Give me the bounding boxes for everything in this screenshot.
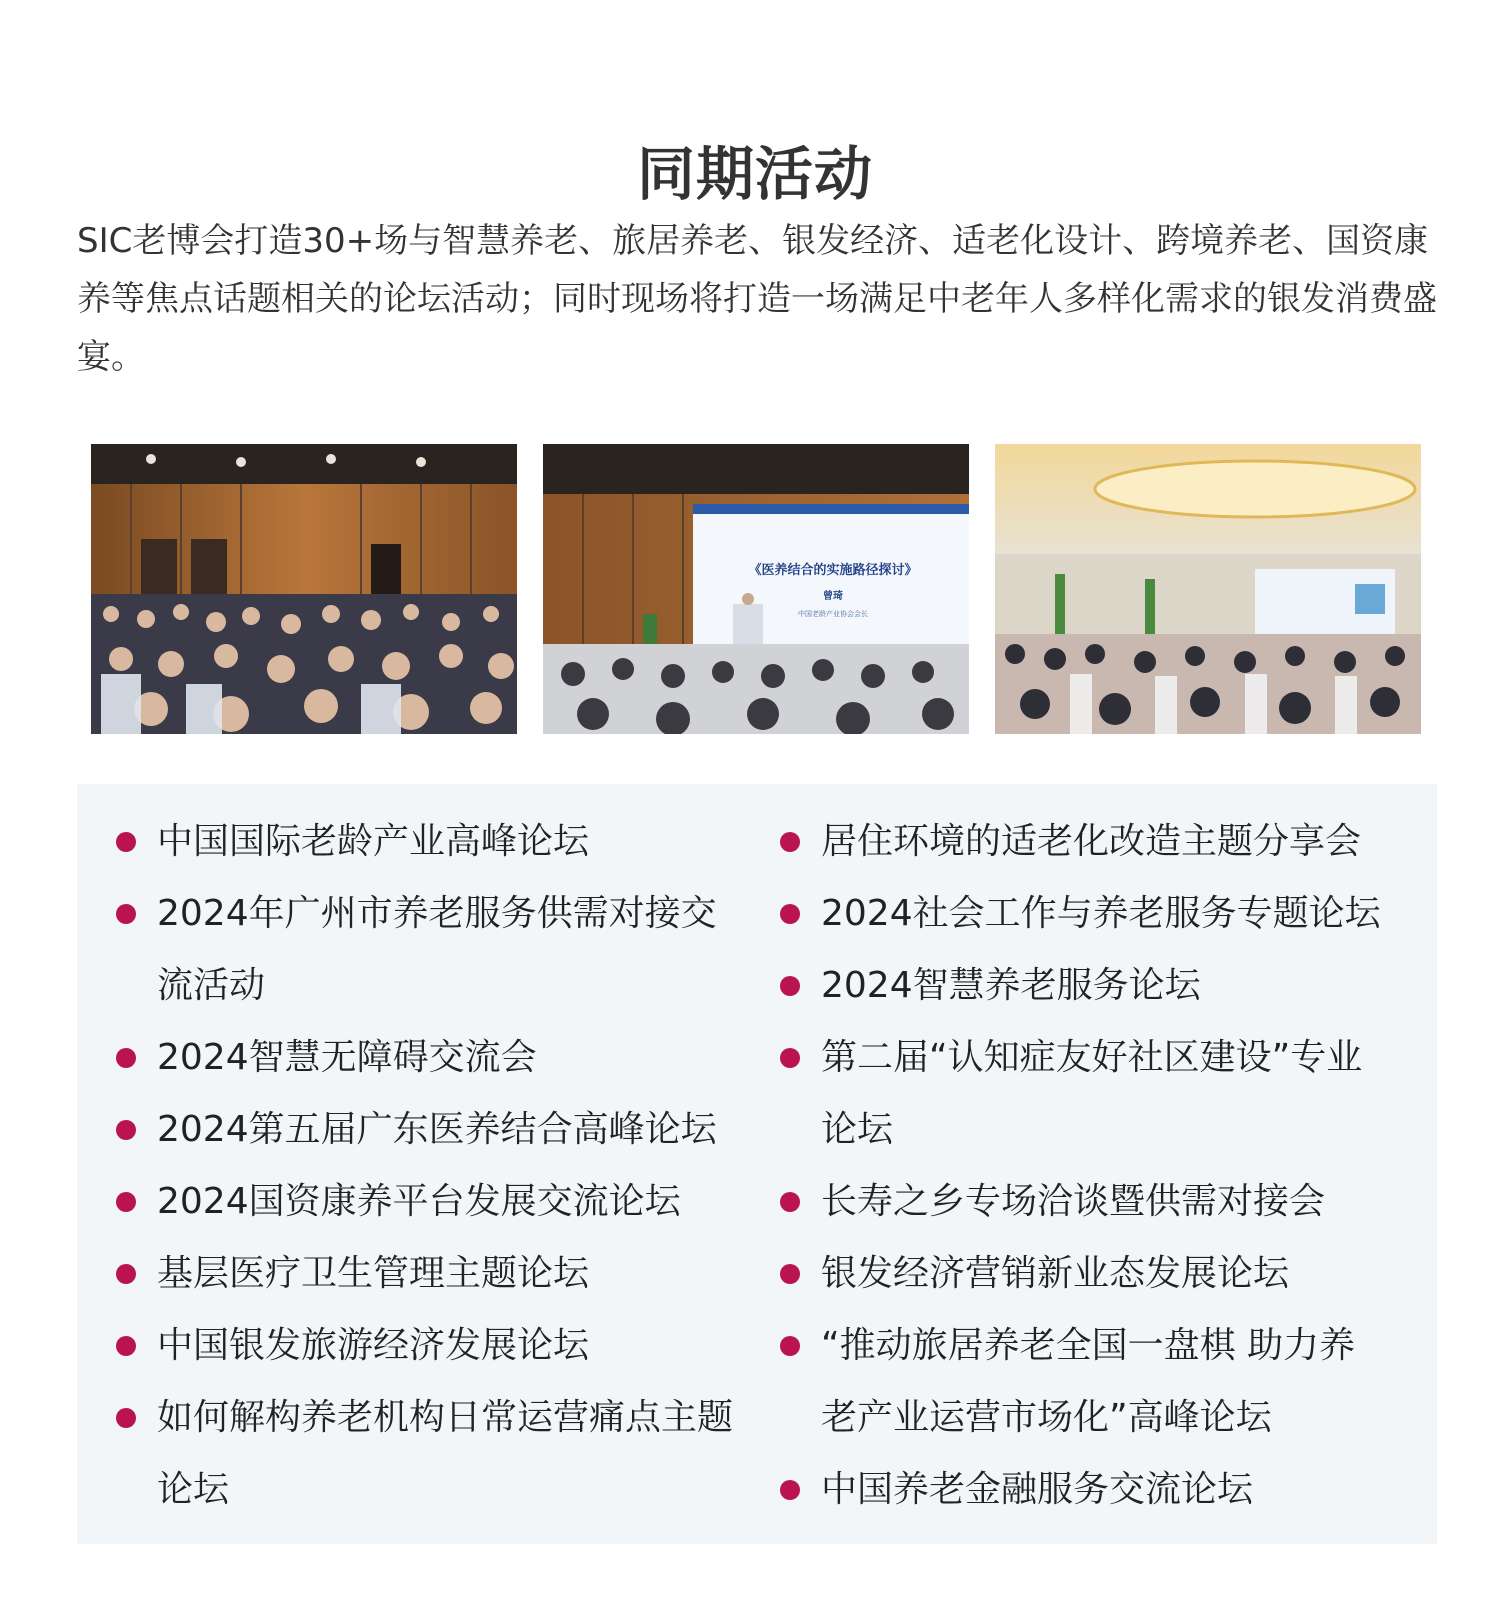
event-title: 长寿之乡专场洽谈暨供需对接会 xyxy=(821,1181,1326,1222)
event-title: 中国国际老龄产业高峰论坛 xyxy=(157,821,590,862)
list-item xyxy=(157,1166,737,1238)
bullet-icon xyxy=(780,904,800,924)
list-item xyxy=(821,1166,1391,1238)
event-title: 2024智慧无障碍交流会 xyxy=(157,1037,537,1078)
list-item xyxy=(157,878,737,1022)
list-item xyxy=(821,806,1391,878)
event-list-left xyxy=(157,806,737,1526)
event-title: 第二届“认知症友好社区建设”专业论坛 xyxy=(821,1037,1363,1150)
list-item xyxy=(821,1238,1391,1310)
list-item xyxy=(157,1094,737,1166)
list-item xyxy=(821,1454,1391,1526)
bullet-icon xyxy=(116,1048,136,1068)
bullet-icon xyxy=(780,1336,800,1356)
bullet-icon xyxy=(116,1264,136,1284)
list-item xyxy=(157,1022,737,1094)
event-title: 居住环境的适老化改造主题分享会 xyxy=(821,821,1362,862)
bullet-icon xyxy=(780,1264,800,1284)
event-list-right xyxy=(821,806,1391,1526)
photo-gallery xyxy=(91,444,1419,734)
bullet-icon xyxy=(780,1192,800,1212)
event-title: 中国养老金融服务交流论坛 xyxy=(821,1469,1254,1510)
conference-photo-forum-stage xyxy=(543,444,969,734)
bullet-icon xyxy=(116,904,136,924)
bullet-icon xyxy=(116,832,136,852)
event-title: 2024第五届广东医养结合高峰论坛 xyxy=(157,1109,717,1150)
list-item xyxy=(157,1382,737,1526)
list-item xyxy=(157,1310,737,1382)
event-title: 基层医疗卫生管理主题论坛 xyxy=(157,1253,590,1294)
list-item xyxy=(157,806,737,878)
bullet-icon xyxy=(116,1192,136,1212)
conference-photo-ballroom xyxy=(995,444,1421,734)
list-item xyxy=(157,1238,737,1310)
list-item xyxy=(821,1022,1391,1166)
slide-speaker: 曾琦 xyxy=(823,591,843,602)
event-title: 如何解构养老机构日常运营痛点主题论坛 xyxy=(157,1397,734,1510)
conference-photo-audience xyxy=(91,444,517,734)
event-title: 2024社会工作与养老服务专题论坛 xyxy=(821,893,1381,934)
event-title: 银发经济营销新业态发展论坛 xyxy=(821,1253,1290,1294)
bullet-icon xyxy=(780,976,800,996)
list-item xyxy=(821,950,1391,1022)
slide-speaker-title: 中国老龄产业协会会长 xyxy=(798,610,868,618)
event-title: 中国银发旅游经济发展论坛 xyxy=(157,1325,590,1366)
event-title: 2024年广州市养老服务供需对接交流活动 xyxy=(157,893,717,1006)
event-title: “推动旅居养老全国一盘棋 助力养老产业运营市场化”高峰论坛 xyxy=(821,1325,1356,1438)
bullet-icon xyxy=(780,1048,800,1068)
page-title: 同期活动 xyxy=(636,139,873,208)
bullet-icon xyxy=(116,1120,136,1140)
event-list-panel xyxy=(77,784,1437,1544)
list-item xyxy=(821,878,1391,950)
event-title: 2024国资康养平台发展交流论坛 xyxy=(157,1181,681,1222)
bullet-icon xyxy=(116,1408,136,1428)
list-item xyxy=(821,1310,1391,1454)
slide-title: 《医养结合的实施路径探讨》 xyxy=(748,563,918,578)
bullet-icon xyxy=(780,832,800,852)
bullet-icon xyxy=(116,1336,136,1356)
event-title: 2024智慧养老服务论坛 xyxy=(821,965,1201,1006)
bullet-icon xyxy=(780,1480,800,1500)
intro-paragraph: SIC老博会打造30+场与智慧养老、旅居养老、银发经济、适老化设计、跨境养老、国资康养等焦点话题相关的论坛活动；同时现场将打造一场满足中老年人多样化需求的银发消费盛宴。 xyxy=(77,221,1437,377)
